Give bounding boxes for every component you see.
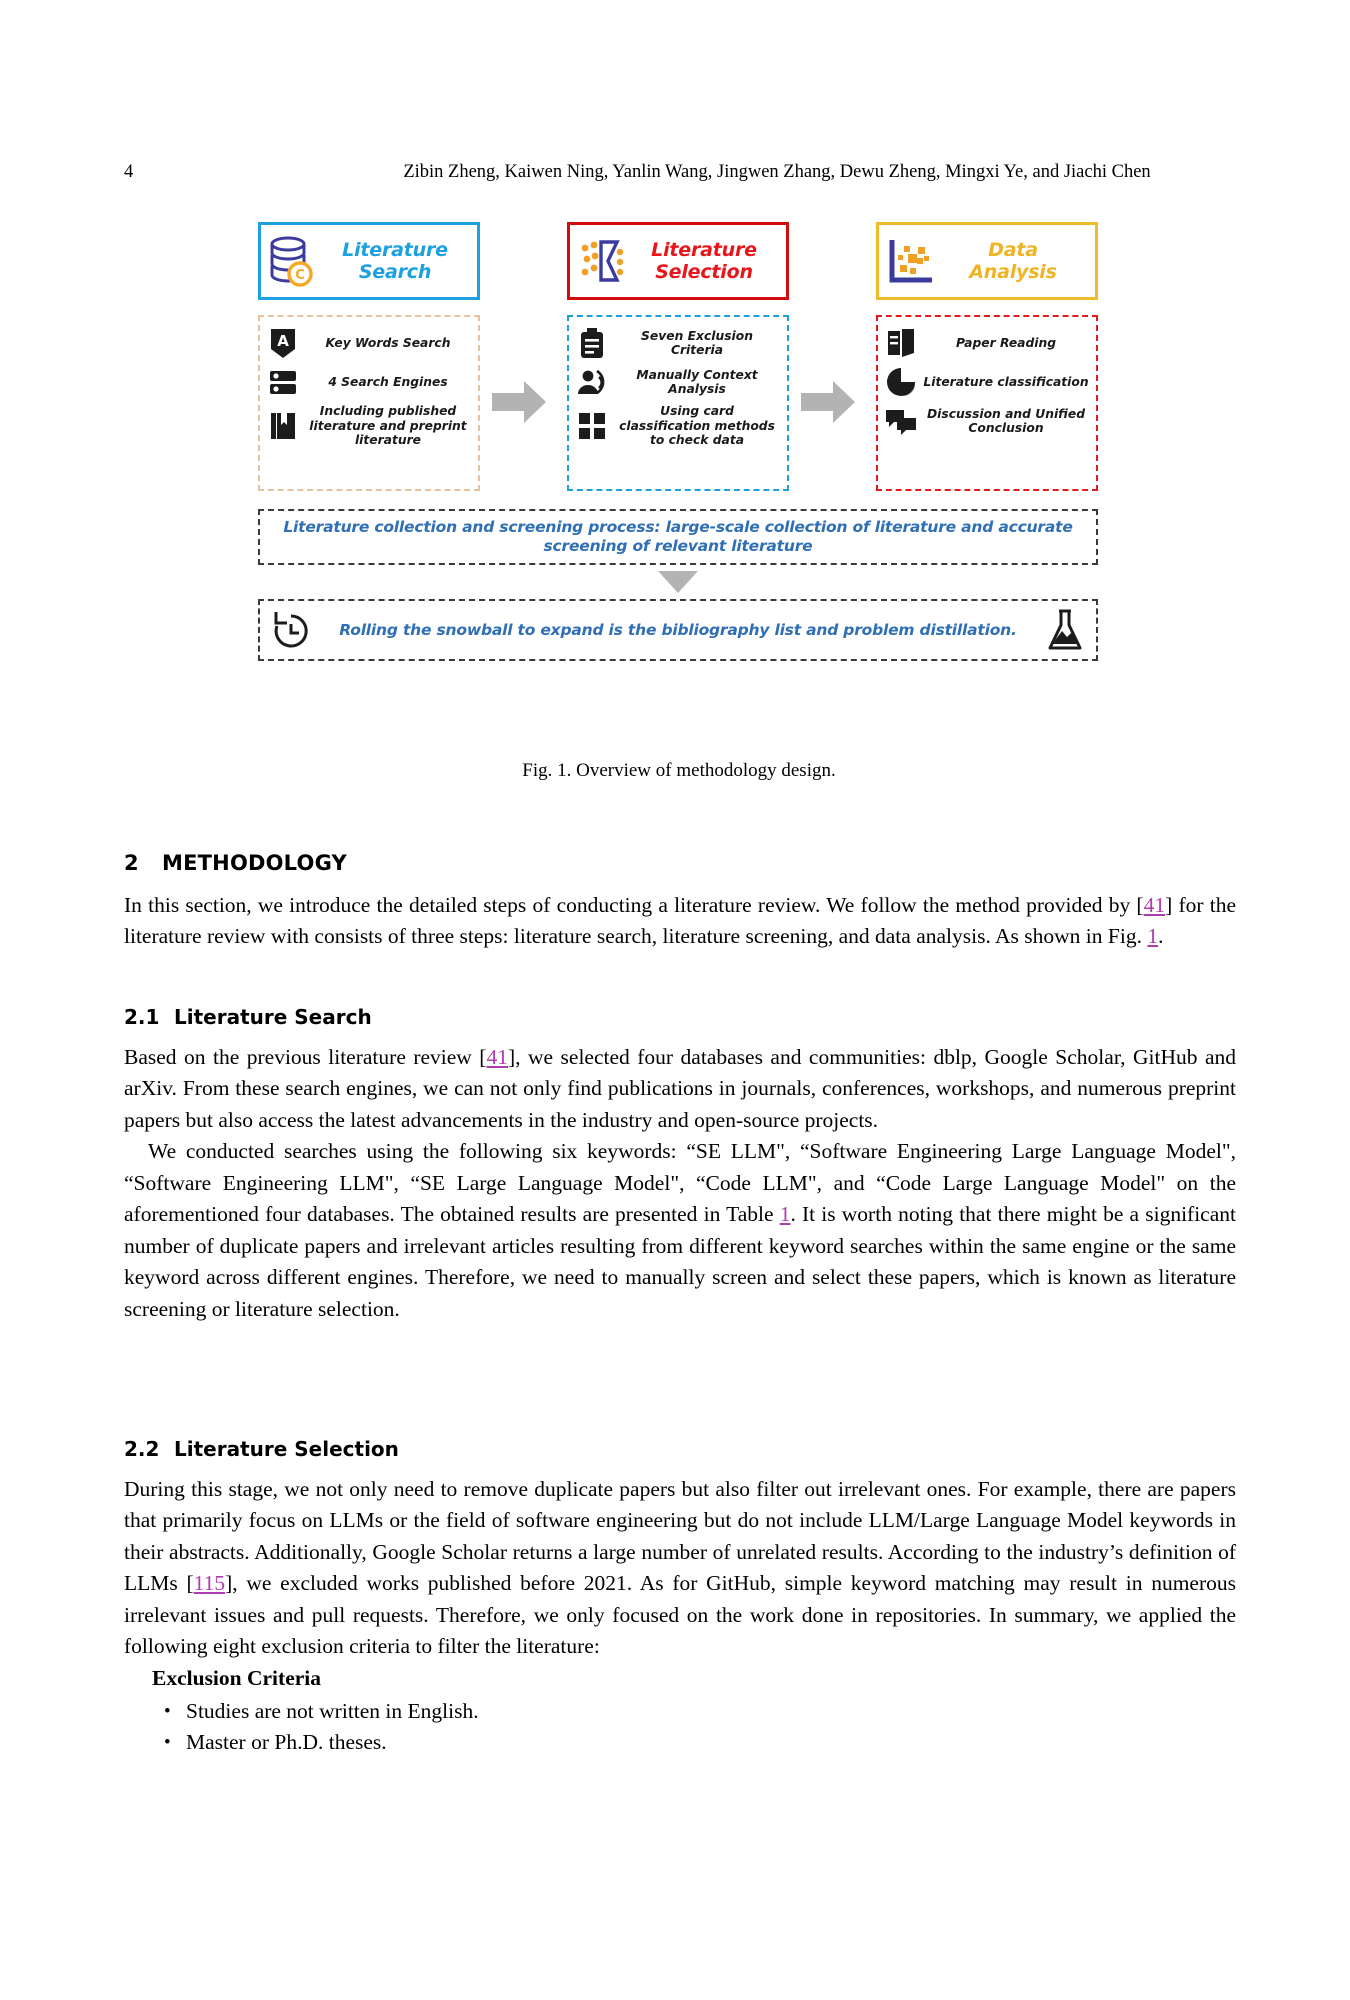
keyword-badge-icon [266,326,300,360]
section-literature-selection [124,1434,1236,1758]
rewind-clock-icon [270,608,312,652]
detail-item [575,326,781,360]
section-heading-literature-search [124,1002,1236,1034]
section-number: 2.1 [124,1005,160,1029]
text-run: During this stage, we not only need to remove duplicate papers but also filter out irrelevant ones. For example, there are papers that primarily focus on LLMs or the field of software engineering but do not include LLM/Large Language Model keywords in their abstracts. Additionally, Google Scholar returns a large number of unrelated results. According to the industry’s definition of LLMs [ [124,1476,1236,1595]
text-run: . [1158,924,1164,948]
list-item: • Master or Ph.D. theses. [186,1727,1236,1758]
running-head [124,160,1234,184]
figure-banner-snowball [258,599,1098,661]
paragraph-search-keywords [124,1136,1236,1325]
stage-header-label: Literature Selection [651,239,757,283]
server-icon [266,365,300,399]
paragraph-search-databases [124,1042,1236,1137]
stage-header-literature-search [258,222,480,300]
speech-bubbles-icon [884,404,918,438]
detail-label: Key Words Search [325,335,451,350]
detail-label: Discussion and Unified Conclusion [926,406,1086,435]
database-search-icon [266,232,318,290]
detail-label: Including published literature and preprint literature [309,404,467,447]
detail-label: Seven Exclusion Criteria [641,328,753,357]
banner-text: Literature collection and screening process: large-scale collection of literature and accurate screening of relevant literature [283,518,1073,555]
stage-header-label: Data Analysis [969,239,1057,283]
detail-item [884,404,1090,438]
running-head-authors: Zibin Zheng, Kaiwen Ning, Yanlin Wang, Jingwen Zhang, Dewu Zheng, Mingxi Ye, and Jiachi Chen [403,162,1151,182]
figure-1 [258,222,1098,661]
stage-header-label: Literature Search [342,239,448,283]
section-title: METHODOLOGY [162,851,347,875]
section-number: 2 [124,851,139,875]
section-heading-literature-selection [124,1434,1236,1466]
text-run: Based on the previous literature review [ [124,1044,487,1069]
figure-flow-down [258,565,1098,599]
pie-chart-icon [884,365,918,399]
figure-banner-process [258,509,1098,565]
scatter-plot-icon [884,232,936,290]
down-arrow-icon [656,569,700,595]
text-run: ] for the literature review with consists of three steps: literature search, literature screening, and data analysis. As shown in Fig. [124,892,1236,948]
figure-header-row [258,222,1098,300]
paragraph-selection-body [124,1474,1236,1663]
flask-icon [1044,608,1086,652]
detail-item [575,404,781,448]
section-number: 2.2 [124,1437,160,1461]
stage-details-literature-search [258,315,480,491]
page-number: 4 [124,162,134,182]
figure-reference-link[interactable]: 1 [1147,924,1159,948]
flow-arrow-right-icon [799,377,857,427]
figure-content-row [258,315,1098,491]
text-run: We conducted searches using the following six keywords: “SE LLM", “Software Engineering Large Language Model", “Software Engineering LLM", “SE Large Language Model", “Code LLM", and “Code Large Language Model" on the aforementioned four databases. The obtained results are presented in Table [124,1139,1236,1226]
citation-link[interactable]: 41 [486,1044,508,1069]
section-title: Literature Search [174,1005,372,1029]
detail-label: Using card classification methods to check data [619,404,775,447]
paragraph-methodology-intro [124,890,1236,953]
detail-label: Manually Context Analysis [636,367,758,396]
table-reference-link[interactable]: 1 [779,1202,791,1226]
text-run: . It is worth noting that there might be a significant number of duplicate papers and irrelevant articles resulting from different keyword searches within the same engine or the same keyword across different engines. Therefore, we need to manually screen and select these papers, which is known as literature screening or literature selection. [124,1202,1236,1321]
section-literature-search [124,1002,1236,1325]
section-methodology [124,848,1236,953]
detail-item [575,365,781,399]
text-run: In this section, we introduce the detailed steps of conducting a literature review. We follow the method provided by [ [124,892,1144,917]
stage-header-data-analysis [876,222,1098,300]
banner-text: Rolling the snowball to expand is the bibliography list and problem distillation. [339,620,1017,639]
svg-text:C: C [295,268,305,283]
detail-item [266,404,472,448]
citation-link[interactable]: 41 [1143,892,1166,917]
section-heading-methodology [124,848,1236,880]
flow-arrow-right-icon [490,377,548,427]
list-item: • Studies are not written in English. [186,1696,1236,1727]
exclusion-criteria-list [124,1696,1236,1758]
funnel-dots-icon [575,232,627,290]
detail-item [266,365,472,399]
stage-details-data-analysis [876,315,1098,491]
text-run: ], we selected four databases and communities: dblp, Google Scholar, GitHub and arXiv. From these search engines, we can not only find publications in journals, conferences, workshops, and numerous preprint papers but also access the latest advancements in the industry and open-source projects. [124,1044,1236,1132]
detail-label: Literature classification [923,374,1089,389]
citation-link[interactable]: 115 [193,1571,226,1595]
section-title: Literature Selection [174,1437,399,1461]
clipboard-icon [575,326,609,360]
stage-details-literature-selection [567,315,789,491]
exclusion-criteria-heading: Exclusion Criteria [152,1665,321,1690]
detail-label: Paper Reading [955,335,1057,350]
detail-label: 4 Search Engines [328,374,448,389]
detail-item [884,326,1090,360]
open-book-icon [884,326,918,360]
svg-text:A: A [277,332,289,350]
bookmark-book-icon [266,409,300,443]
detail-item [884,365,1090,399]
text-run: ], we excluded works published before 2021. As for GitHub, simple keyword matching may result in numerous irrelevant issues and pull requests. Therefore, we only focused on the work done in repositories. In summary, we applied the following eight exclusion criteria to filter the literature: [124,1571,1236,1658]
figure-caption: Fig. 1. Overview of methodology design. [522,760,836,781]
stage-header-literature-selection [567,222,789,300]
grid-cards-icon [575,409,609,443]
detail-item [266,326,472,360]
person-analysis-icon [575,365,609,399]
